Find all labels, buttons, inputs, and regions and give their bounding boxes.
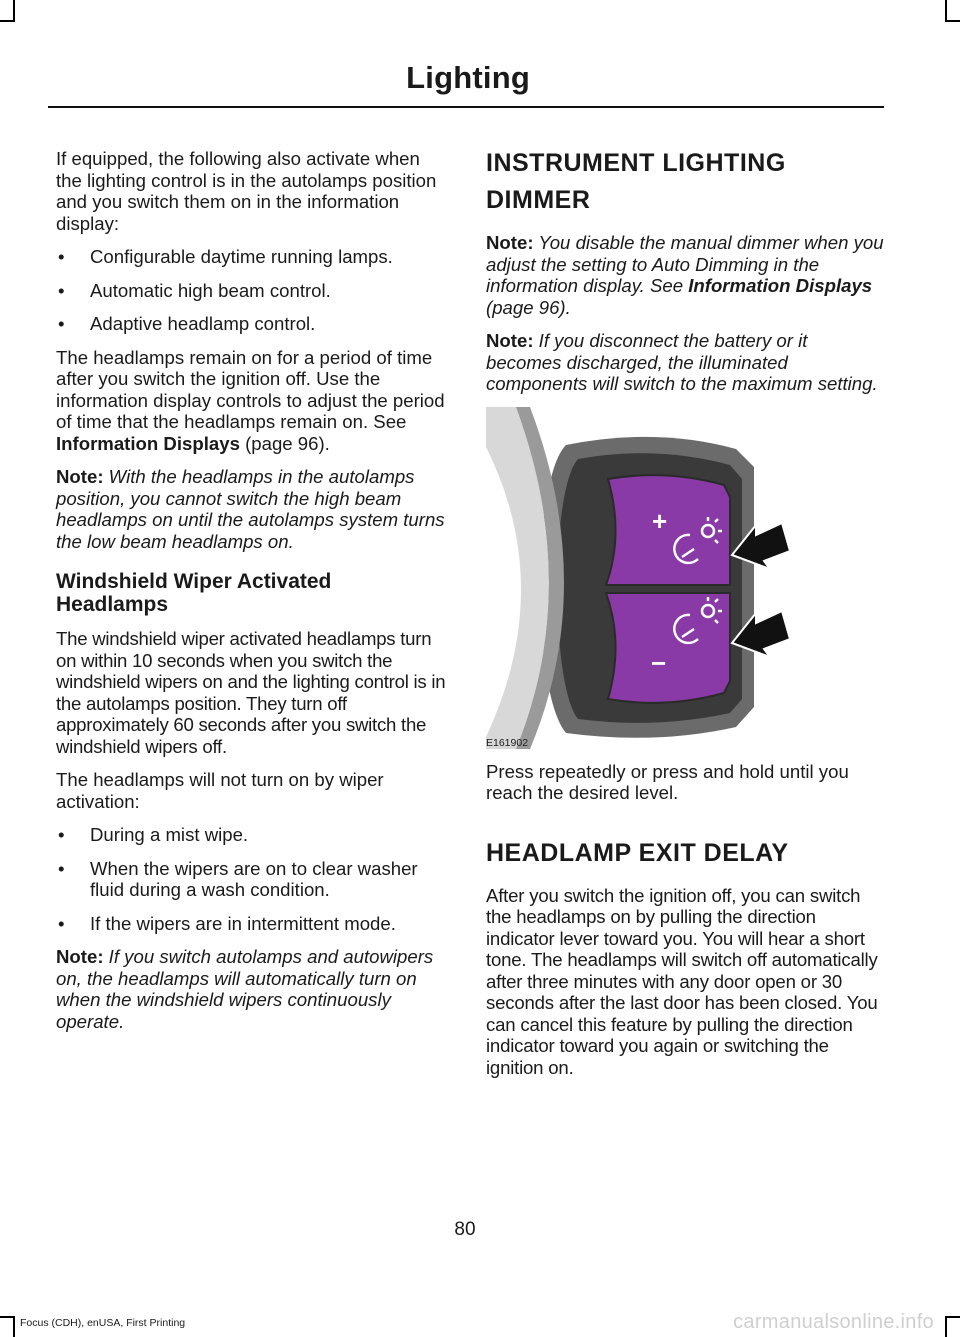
list-item: • If the wipers are in intermittent mode. xyxy=(58,912,396,934)
footer-text: Focus (CDH), enUSA, First Printing xyxy=(20,1317,186,1329)
information-displays-link[interactable]: Information Displays xyxy=(56,432,240,454)
note-autowipers: Note: If you switch autolamps and autowipers on, the headlamps will automatically turn on when the windshield wipers continuously operate. xyxy=(56,946,434,1032)
minus-symbol: − xyxy=(651,647,667,678)
note-auto-dimming: Note: You disable the manual dimmer when you adjust the setting to Auto Dimming in the information display. See Information Displays (page 96). xyxy=(486,232,884,318)
list-item: • When the wipers are on to clear washer fluid during a wash condition. xyxy=(58,857,418,900)
watermark: carmanualsonline.info xyxy=(733,1311,934,1333)
dimmer-up-button xyxy=(606,475,730,585)
crop-mark-bottom-right-h xyxy=(946,1316,960,1318)
figure-id: E161902 xyxy=(486,736,529,749)
dimmer-switch-illustration xyxy=(486,407,884,749)
note-battery: Note: If you disconnect the battery or it becomes discharged, the illuminated components will switch to the maximum setting. xyxy=(486,330,878,394)
page-number: 80 xyxy=(454,1219,476,1240)
wiper-paragraph: The windshield wiper activated headlamps turn on within 10 seconds when you switch the windshield wipers on and the lighting control is in the autolamps position. They turn off approximately 60 seconds after you switch the windshield wipers off. xyxy=(56,628,446,757)
exit-delay-paragraph: After you switch the ignition off, you can switch the headlamps on by pulling the direction indicator lever toward you. You will hear a short tone. The headlamps will switch off automatically after three minutes with any door open or 30 seconds after the last door has been closed. You can cancel this feature by pulling the direction indicator toward you again or switching the ignition on. xyxy=(486,884,878,1078)
page-title: Lighting xyxy=(406,60,530,95)
section-heading-exit-delay: HEADLAMP EXIT DELAY xyxy=(486,838,789,867)
section-heading-wiper-headlamps: Windshield Wiper Activated Headlamps xyxy=(56,570,332,616)
right-column xyxy=(486,148,884,1090)
note-autolamps: Note: With the headlamps in the autolamps position, you cannot switch the high beam headlamps on until the autolamps system turns the low beam headlamps on. xyxy=(56,466,445,552)
information-displays-link[interactable]: Information Displays xyxy=(688,275,873,296)
section-heading-dimmer: INSTRUMENT LIGHTING DIMMER xyxy=(486,149,786,214)
crop-mark-top-left-v xyxy=(13,0,15,22)
list-item: • Automatic high beam control. xyxy=(58,279,331,301)
crop-mark-bottom-left-v xyxy=(13,1316,15,1337)
press-instruction: Press repeatedly or press and hold until you reach the desired level. xyxy=(486,760,849,803)
dimmer-switch-svg xyxy=(486,407,884,749)
dimmer-down-button xyxy=(606,593,730,703)
crop-mark-top-left-h xyxy=(0,20,14,22)
crop-mark-top-right-v xyxy=(945,0,947,22)
intro-paragraph: If equipped, the following also activate when the lighting control is in the autolamps position and you switch them on in the information display: xyxy=(56,148,437,234)
crop-mark-top-right-h xyxy=(946,20,960,22)
list-item: • During a mist wipe. xyxy=(58,824,249,845)
left-column xyxy=(56,148,448,1044)
wiper-activation-paragraph: The headlamps will not turn on by wiper activation: xyxy=(56,769,384,812)
crop-mark-bottom-right-v xyxy=(945,1316,947,1337)
list-item: • Configurable daytime running lamps. xyxy=(58,246,393,267)
plus-symbol: + xyxy=(652,505,668,536)
crop-mark-bottom-left-h xyxy=(0,1316,14,1318)
remain-on-paragraph: The headlamps remain on for a period of time after you switch the ignition off. Use the information display controls to adjust the period of time that the headlamps remain on. See Information Displays (page 96). xyxy=(56,346,445,454)
header-divider xyxy=(48,106,884,108)
list-item: • Adaptive headlamp control. xyxy=(58,313,316,334)
